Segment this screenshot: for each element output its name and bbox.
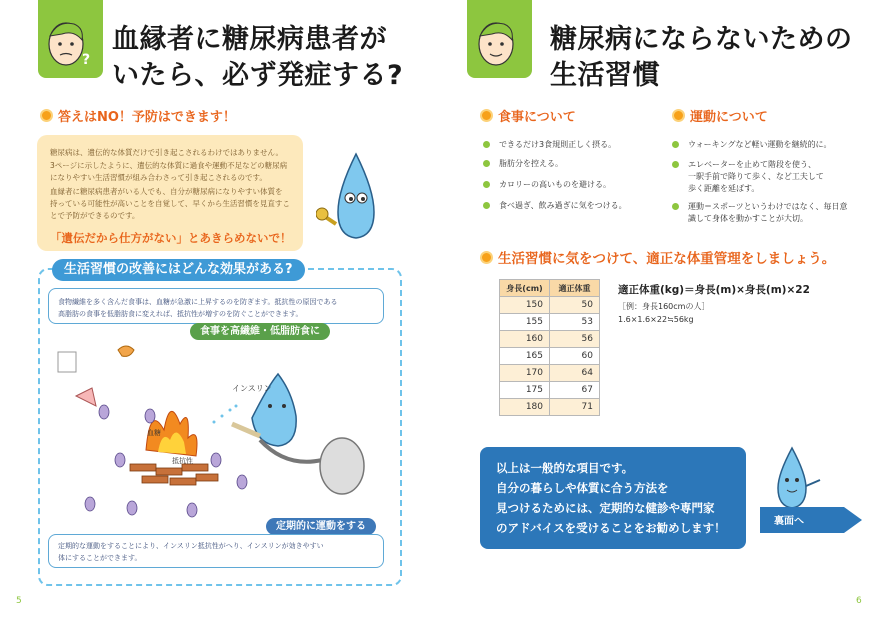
bullet-icon: [672, 109, 685, 122]
info-line: 糖尿病は、遺伝的な体質だけで引き起こされるわけではありません。: [50, 148, 283, 157]
exercise-item: 運動＝スポーツというわけではなく、毎日意: [688, 202, 848, 211]
insulin-label: インスリン: [232, 384, 272, 393]
info-line: 持っている可能性が高いことを自覚して、早くから生活習慣を見直すこ: [50, 199, 290, 208]
blood-sugar-label: 血糖: [147, 429, 161, 437]
info-emphasis: 「遺伝だから仕方がない」とあきらめないで！: [50, 231, 292, 245]
left-title-line1: 血縁者に糖尿病患者が: [112, 24, 387, 55]
bullet-dot: [672, 203, 679, 210]
bullet-icon: [480, 251, 493, 264]
insulin-fire-illustration: [46, 340, 396, 520]
thinking-face-icon: [472, 18, 522, 68]
bullet-dot: [483, 141, 490, 148]
table-cell: 71: [550, 399, 600, 416]
resistance-label: 抵抗性: [172, 457, 193, 465]
ideal-weight-table: [499, 279, 600, 416]
table-row: [500, 365, 600, 382]
weight-heading: 生活習慣に気をつけて、適正な体重管理をしましょう。: [480, 247, 835, 267]
table-cell: 175: [500, 382, 550, 399]
table-cell: 50: [550, 297, 600, 314]
exercise-bubble-line: 体にすることができます。: [58, 554, 142, 562]
food-item: カロリーの高いものを避ける。: [499, 180, 611, 189]
example-calculation: 1.6×1.6×22≒56kg: [618, 315, 694, 324]
info-line: 血縁者に糖尿病患者がいる人でも、自分が糖尿病になりやすい体質を: [50, 187, 283, 196]
table-row: [500, 382, 600, 399]
diet-pill: 食事を高繊維・低脂肪食に: [190, 323, 330, 340]
left-title-line2: いたら、必ず発症する?: [112, 60, 404, 91]
answer-heading: 答えはNO！予防はできます！: [40, 106, 236, 125]
table-cell: 150: [500, 297, 550, 314]
diet-bubble-line: 食物繊維を多く含んだ食事は、血糖が急激に上昇するのを防ぎます。抵抗性の原因である: [58, 298, 338, 306]
exercise-pill: 定期的に運動をする: [266, 518, 376, 535]
table-cell: 53: [550, 314, 600, 331]
exercise-item: エレベーターを止めて階段を使う、: [688, 160, 816, 169]
example-label: ［例：身長160cmの人］: [618, 302, 710, 311]
table-cell: 155: [500, 314, 550, 331]
food-item: 脂肪分を控える。: [499, 159, 563, 168]
lifestyle-effects-heading: 生活習慣の改善にはどんな効果がある?: [52, 259, 305, 281]
bullet-icon: [40, 109, 53, 122]
table-row: [500, 399, 600, 416]
back-page-label[interactable]: 裏面へ: [774, 516, 804, 527]
bullet-dot: [672, 141, 679, 148]
drop-mascot-with-trumpet: [316, 150, 396, 250]
food-item: 食べ過ぎ、飲み過ぎに気をつける。: [499, 201, 627, 210]
table-row: [500, 297, 600, 314]
advice-line: のアドバイスを受けることをお勧めします！: [496, 521, 726, 535]
page-number-left: 5: [16, 596, 22, 606]
worried-face-icon: [44, 18, 94, 68]
table-header-cell: 身長(cm): [500, 280, 550, 297]
exercise-heading: 運動について: [672, 106, 768, 125]
svg-text:?: ?: [82, 52, 91, 68]
table-cell: 56: [550, 331, 600, 348]
info-line: になりやすい生活習慣が組み合わさって引き起こされるのです。: [50, 173, 267, 182]
exercise-item: 歩く距離を延ばす。: [688, 184, 760, 193]
right-title-line1: 糖尿病にならないための: [550, 24, 853, 55]
food-heading: 食事について: [480, 106, 576, 125]
table-cell: 67: [550, 382, 600, 399]
advice-line: 以上は一般的な項目です。: [496, 461, 634, 475]
table-cell: 180: [500, 399, 550, 416]
bullet-dot: [483, 160, 490, 167]
exercise-item: 識して身体を動かすことが大切。: [688, 214, 808, 223]
bullet-dot: [483, 181, 490, 188]
bullet-icon: [480, 109, 493, 122]
table-row: [500, 314, 600, 331]
bullet-dot: [672, 161, 679, 168]
table-cell: 60: [550, 348, 600, 365]
exercise-item: 一駅手前で降りて歩く、など工夫して: [688, 172, 824, 181]
bullet-dot: [483, 202, 490, 209]
ideal-weight-formula: 適正体重(kg)＝身長(m)×身長(m)×22: [618, 284, 810, 296]
exercise-item: ウォーキングなど軽い運動を継続的に。: [688, 140, 832, 149]
pointing-drop-mascot: [762, 446, 822, 510]
table-cell: 160: [500, 331, 550, 348]
right-title-line2: 生活習慣: [550, 60, 660, 91]
table-cell: 170: [500, 365, 550, 382]
info-line: とで予防ができるのです。: [50, 211, 140, 220]
table-header-row: [500, 280, 600, 297]
table-row: [500, 348, 600, 365]
table-cell: 64: [550, 365, 600, 382]
table-header-cell: 適正体重: [550, 280, 600, 297]
food-item: できるだけ3食規則正しく摂る。: [499, 140, 617, 149]
info-line: 3ページに示したように、遺伝的な体質に過食や運動不足などの糖尿病: [50, 161, 288, 170]
advice-line: 自分の暮らしや体質に合う方法を: [496, 481, 669, 495]
table-cell: 165: [500, 348, 550, 365]
advice-line: 見つけるためには、定期的な健診や専門家: [496, 501, 715, 515]
page-number-right: 6: [856, 596, 862, 606]
exercise-bubble-line: 定期的な運動をすることにより、インスリン抵抗性がへり、インスリンが効きやすい: [58, 542, 324, 550]
table-row: [500, 331, 600, 348]
diet-bubble-line: 高脂肪の食事を低脂肪食に変えれば、抵抗性が増すのを防ぐことができます。: [58, 310, 303, 318]
